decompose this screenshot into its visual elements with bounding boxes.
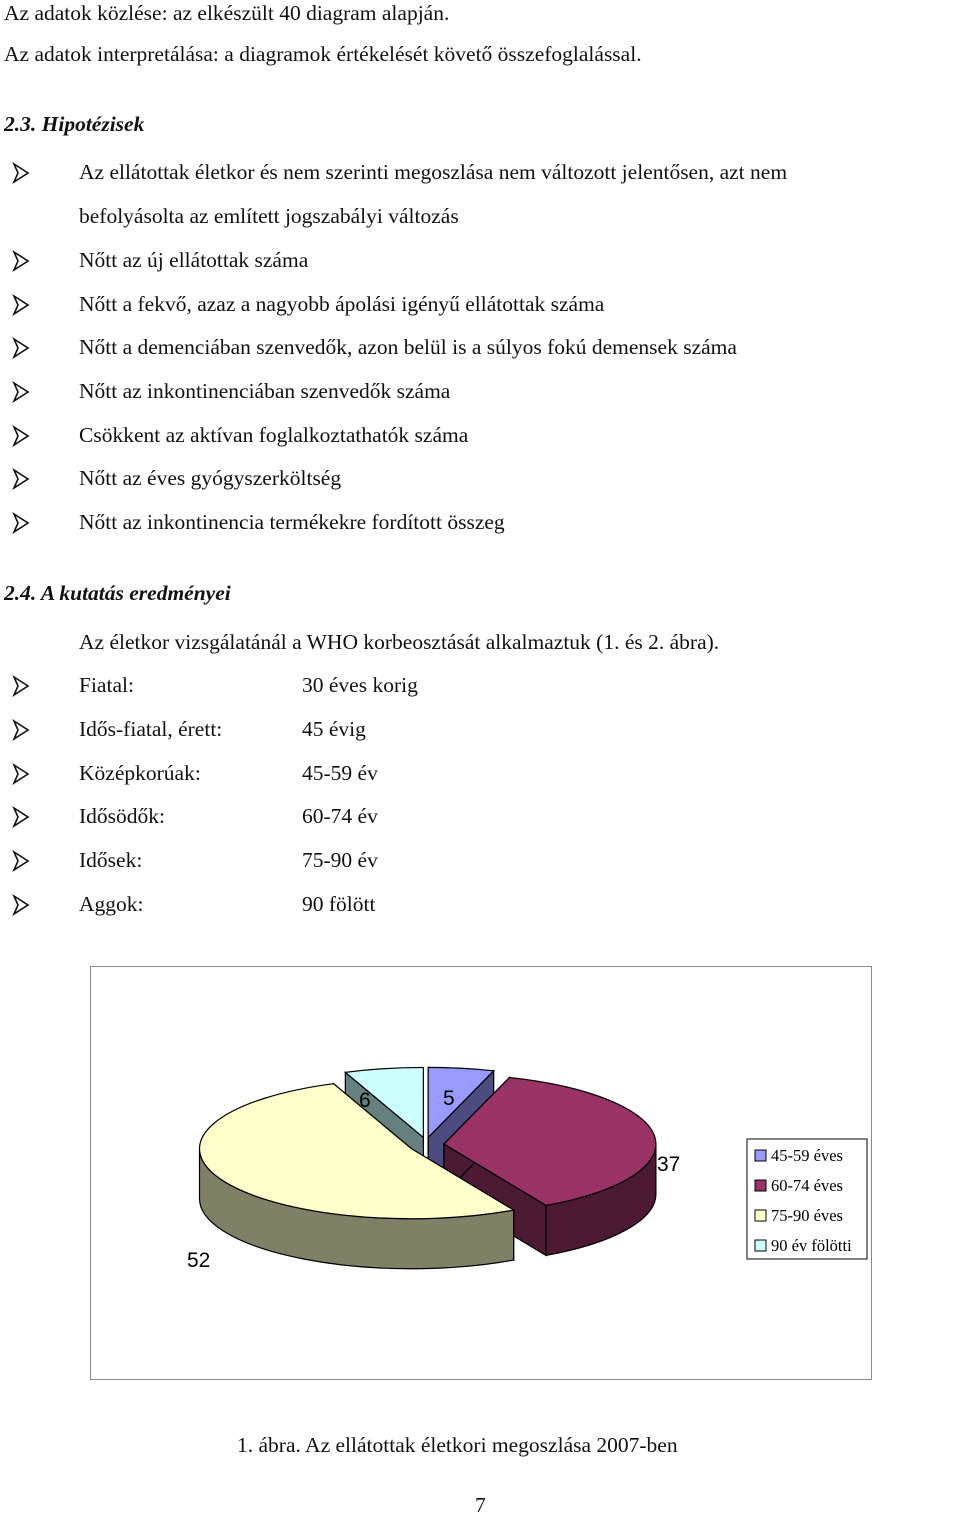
legend-entry: 45-59 éves — [771, 1146, 843, 1165]
intro-line-1: Az adatok közlése: az elkészült 40 diagram alapján. — [4, 1, 450, 25]
data-label: 6 — [359, 1089, 371, 1112]
age-group-label: Idős-fiatal, érett: — [79, 717, 223, 741]
hypothesis-item: Csökkent az aktívan foglalkoztathatók száma — [79, 423, 469, 447]
intro-line-2: Az adatok interpretálása: a diagramok értékelését követő összefoglalással. — [4, 42, 642, 66]
legend-entry: 90 év fölötti — [771, 1236, 852, 1255]
pie-chart — [91, 967, 870, 1378]
data-label: 52 — [187, 1249, 211, 1272]
arrow-bullet-icon — [10, 850, 32, 872]
arrow-bullet-icon — [10, 381, 32, 403]
arrow-bullet-icon — [10, 894, 32, 916]
arrow-bullet-icon — [10, 337, 32, 359]
arrow-bullet-icon — [10, 763, 32, 785]
age-group-range: 90 fölött — [302, 892, 376, 916]
hypothesis-item-continuation: befolyásolta az említett jogszabályi változás — [79, 204, 459, 228]
arrow-bullet-icon — [10, 512, 32, 534]
legend-swatch — [755, 1210, 766, 1221]
age-group-range: 75-90 év — [302, 848, 378, 872]
data-label: 37 — [657, 1153, 681, 1176]
page-number: 7 — [475, 1493, 486, 1517]
results-intro: Az életkor vizsgálatánál a WHO korbeosztását alkalmaztuk (1. és 2. ábra). — [79, 630, 720, 654]
age-group-label: Aggok: — [79, 892, 144, 916]
arrow-bullet-icon — [10, 162, 32, 184]
legend — [747, 1139, 867, 1259]
age-group-range: 45 évig — [302, 717, 366, 741]
arrow-bullet-icon — [10, 806, 32, 828]
hypothesis-item: Nőtt a fekvő, azaz a nagyobb ápolási igényű ellátottak száma — [79, 292, 605, 316]
section-hypotheses-title: 2.3. Hipotézisek — [4, 112, 145, 136]
legend-swatch — [755, 1180, 766, 1191]
data-label: 5 — [443, 1087, 455, 1110]
hypothesis-item: Nőtt az éves gyógyszerköltség — [79, 466, 342, 490]
arrow-bullet-icon — [10, 719, 32, 741]
age-group-label: Idősek: — [79, 848, 143, 872]
age-group-label: Középkorúak: — [79, 761, 201, 785]
hypothesis-item: Nőtt a demenciában szenvedők, azon belül is a súlyos fokú demensek száma — [79, 335, 737, 359]
legend-entry: 60-74 éves — [771, 1176, 843, 1195]
arrow-bullet-icon — [10, 425, 32, 447]
age-group-range: 45-59 év — [302, 761, 378, 785]
arrow-bullet-icon — [10, 250, 32, 272]
hypothesis-item: Nőtt az inkontinencia termékekre fordított összeg — [79, 510, 505, 534]
legend-entry: 75-90 éves — [771, 1206, 843, 1225]
section-results-title: 2.4. A kutatás eredményei — [4, 581, 231, 605]
age-group-range: 60-74 év — [302, 804, 378, 828]
chart-frame — [90, 966, 872, 1380]
figure-caption: 1. ábra. Az ellátottak életkori megoszlása 2007-ben — [237, 1433, 678, 1457]
hypothesis-item: Nőtt az inkontinenciában szenvedők száma — [79, 379, 451, 403]
legend-swatch — [755, 1150, 766, 1161]
legend-swatch — [755, 1240, 766, 1251]
hypothesis-item: Nőtt az új ellátottak száma — [79, 248, 309, 272]
age-group-label: Fiatal: — [79, 673, 134, 697]
arrow-bullet-icon — [10, 675, 32, 697]
hypothesis-item: Az ellátottak életkor és nem szerinti megoszlása nem változott jelentősen, azt nem — [79, 160, 788, 184]
arrow-bullet-icon — [10, 294, 32, 316]
age-group-range: 30 éves korig — [302, 673, 418, 697]
age-group-label: Idősödők: — [79, 804, 165, 828]
arrow-bullet-icon — [10, 468, 32, 490]
